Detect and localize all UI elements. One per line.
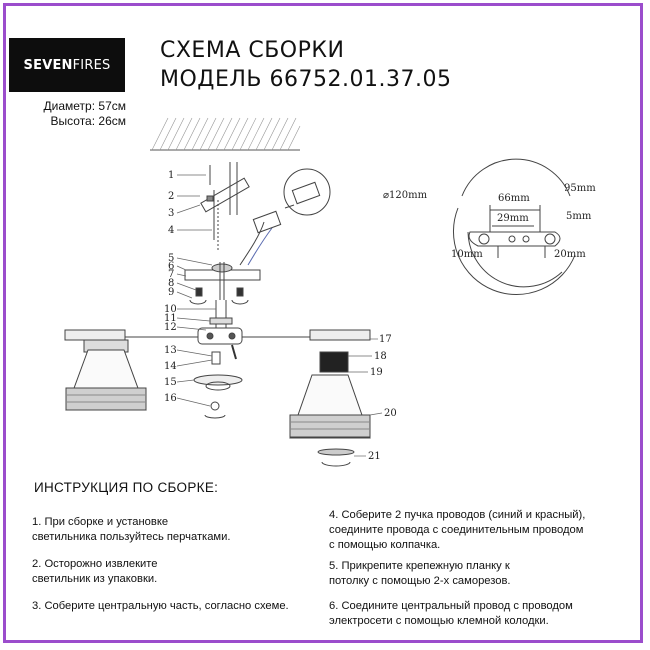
instructions-heading: ИНСТРУКЦИЯ ПО СБОРКЕ:: [34, 480, 219, 495]
part-label-14: 14: [164, 361, 177, 372]
height-text: Высота: 26см: [50, 114, 126, 128]
part-label-8: 8: [168, 278, 175, 289]
plate-10mm-label: 10mm: [451, 249, 483, 260]
part-label-19: 19: [370, 367, 383, 378]
part-label-18: 18: [374, 351, 387, 362]
plate-95mm-label: 95mm: [564, 183, 596, 194]
part-label-21: 21: [368, 451, 381, 462]
part-label-5: 5: [168, 253, 175, 264]
part-label-12: 12: [164, 322, 177, 333]
part-label-17: 17: [379, 334, 392, 345]
terminal-detail: [240, 169, 330, 265]
part-label-13: 13: [164, 345, 177, 356]
instruction-step-5: 5. Прикрепите крепежную планку к потолку с помощью 2-х саморезов.: [329, 560, 511, 587]
diameter-text: Диаметр: 57см: [43, 99, 126, 113]
plate-20mm-label: 20mm: [554, 249, 586, 260]
instruction-step-2: 2. Осторожно извлеките светильник из упаковки.: [32, 558, 158, 585]
part-label-9: 9: [168, 287, 175, 298]
part-label-11: 11: [164, 313, 177, 324]
part-label-3: 3: [168, 208, 175, 219]
part-label-7: 7: [168, 269, 175, 280]
instruction-step-1: 1. При сборке и установке светильника пользуйтесь перчатками.: [32, 516, 231, 543]
mounting-hardware: [201, 162, 249, 250]
plate-5mm-label: 5mm: [566, 211, 592, 222]
instruction-step-4: 4. Соберите 2 пучка проводов (синий и красный), соедините провода с соединительным проводом с помощью колпачка.: [329, 509, 586, 551]
title-line-2: МОДЕЛЬ 66752.01.37.05: [160, 67, 452, 92]
left-shade: [66, 340, 146, 410]
brand-logo-part1: SEVEN: [23, 57, 73, 73]
plate-66mm-label: 66mm: [498, 193, 530, 204]
part-label-1: 1: [168, 170, 175, 181]
part-label-10: 10: [164, 304, 177, 315]
brand-logo-part2: FIRES: [72, 57, 111, 73]
part-label-16: 16: [164, 393, 177, 404]
title-line-1: СХЕМА СБОРКИ: [160, 38, 345, 63]
ceiling-hatch: [150, 118, 300, 150]
instruction-step-3: 3. Соберите центральную часть, согласно схеме.: [32, 600, 289, 612]
instruction-step-6: 6. Соедините центральный провод с проводом электросети с помощью клемной колодки.: [329, 600, 573, 627]
right-shade: [290, 352, 370, 466]
mounting-plate-detail: [453, 159, 575, 294]
plate-29mm-label: 29mm: [497, 213, 529, 224]
part-label-15: 15: [164, 377, 177, 388]
part-label-6: 6: [168, 261, 175, 272]
part-label-2: 2: [168, 191, 175, 202]
plate-diameter-label: ⌀120mm: [383, 190, 428, 201]
part-label-4: 4: [168, 225, 175, 236]
canopy: [185, 262, 260, 304]
part-label-20: 20: [384, 408, 397, 419]
